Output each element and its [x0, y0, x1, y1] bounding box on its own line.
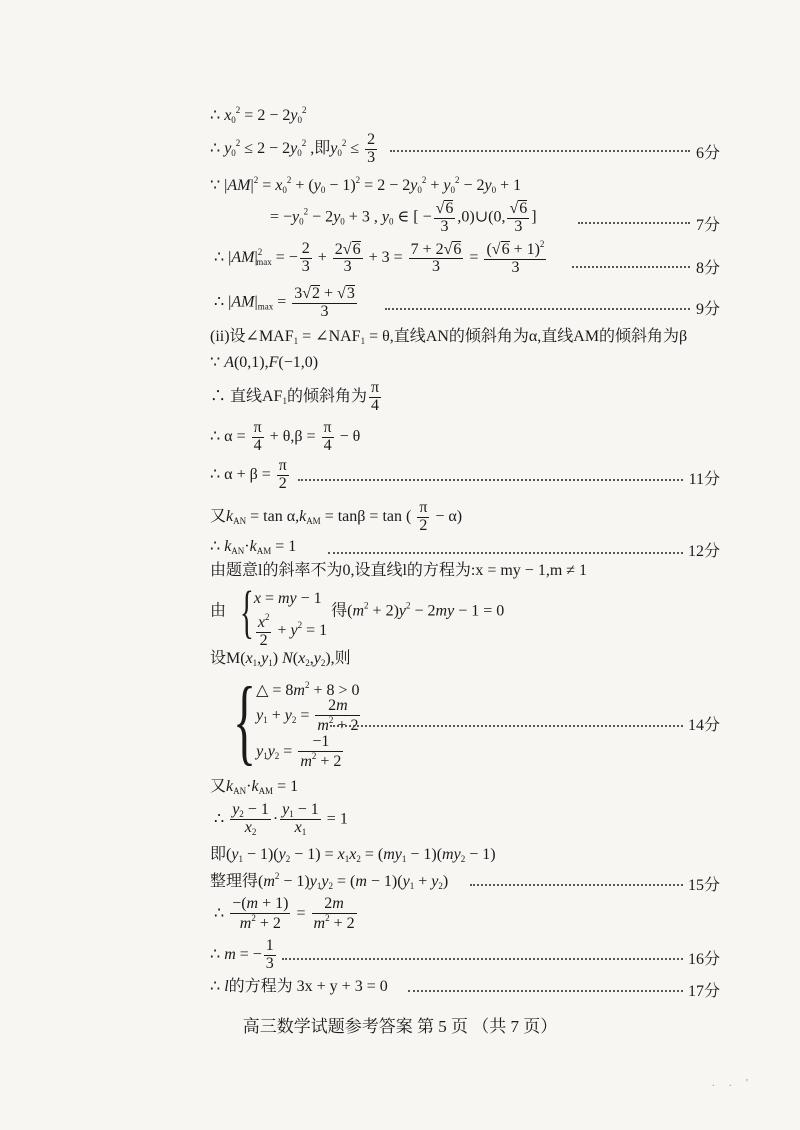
- dot-leader: [282, 958, 683, 960]
- line-5: ∴ $|AM|^2_{max}$ = − $\frac{2}{3}$ + $\frac{2√6}{3}$ + 3 = $\frac{7 + 2√6}{3}$ = $\frac{(√6 + 1)^2}{3}$: [214, 239, 545, 276]
- dot-leader: [408, 990, 683, 992]
- score-16: 16分: [687, 951, 720, 968]
- score-11: 11分: [688, 471, 720, 488]
- line-3: ∵ $|AM|^2 = x_0^2 + (y_0 - 1)^2 = 2 - 2y_0^2 + y_0^2 - 2y_0 + 1$: [210, 175, 522, 195]
- scan-speck: . . ': [712, 1078, 754, 1089]
- line-1: ∴ $x_0^2 = 2 - 2y_0^2$: [210, 105, 307, 125]
- line-8: ∵ A(0,1),F(−1,0): [210, 354, 319, 371]
- score-12: 12分: [687, 543, 720, 560]
- score-15: 15分: [687, 877, 720, 894]
- line-13: ∴ $k_{AN}\cdot k_{AM} = 1$: [210, 538, 297, 556]
- score-7: 7分: [695, 217, 720, 234]
- line-2: ∴ $y_0^2 \le 2 - 2y_0^2$ ,即$y_0^2$ ≤ $\frac{2}{3}$: [210, 131, 376, 166]
- line-20: 即$(y_1 - 1)(y_2 - 1) = x_1x_2 = (my_1 - 1)(my_2 - 1)$: [210, 846, 496, 864]
- line-6: ∴ $|AM|_{max}$ = $\frac{3√2 + √3}{3}$: [214, 285, 355, 320]
- dot-leader: [385, 308, 690, 310]
- line-21: 整理得$(m^2 - 1)y_1y_2 = (m - 1)(y_1 + y_2)$: [210, 871, 449, 891]
- line-15: 由 { x = my − 1 $\frac{x^2}{2}$ + $y^2 = 1$ 得$(m^2 + 2)y^2 - 2my - 1 = 0$: [210, 579, 505, 649]
- line-16: 设$M(x_1,y_1)$ $N(x_2,y_2)$,则: [210, 650, 351, 668]
- dot-leader: [330, 725, 683, 727]
- line-17: { △ = $8m^2 + 8 > 0$ $y_1 + y_2$ = $\frac{2m}{m^2 + 2}$ $y_1y_2$ = $\frac{-1}{m^2 + 2}$: [233, 667, 360, 774]
- line-19: ∴ $\frac{y_2 - 1}{x_2}$ · $\frac{y_1 - 1}{x_1}$ = 1: [214, 801, 348, 838]
- line-18: 又$k_{AN}\cdot k_{AM} = 1$: [210, 778, 299, 796]
- page-footer: 高三数学试题参考答案 第 5 页 （共 7 页）: [242, 1017, 558, 1036]
- line-11: ∴ α + β = $\frac{\pi}{2}$: [210, 457, 287, 492]
- score-14: 14分: [687, 717, 720, 734]
- score-9: 9分: [695, 301, 720, 318]
- score-8: 8分: [695, 260, 720, 277]
- line-14: 由题意l的斜率不为0,设直线l的方程为:x = my − 1,m ≠ 1: [210, 562, 588, 579]
- dot-leader: [328, 552, 683, 554]
- line-23: ∴ m = − $\frac{1}{3}$: [210, 937, 274, 972]
- dot-leader: [298, 479, 683, 481]
- line-4: = $-y_0^2 - 2y_0 + 3$ , $y_0$ ∈ [ − $\frac{√6}{3}$ ,0)∪(0, $\frac{√6}{3}$ ]: [270, 200, 537, 235]
- score-6: 6分: [695, 145, 720, 162]
- line-12: 又$k_{AN} = \tan \alpha,k_{AM} = \tan\beta = \tan$ ( $\frac{\pi}{2}$ − α): [210, 499, 463, 534]
- line-9: ∴ 直线$AF_1$的倾斜角为 $\frac{\pi}{4}$: [210, 379, 380, 414]
- line-7: (ii)设$\angle MAF_1$ = $\angle NAF_1 = \theta$,直线AN的倾斜角为α,直线AM的倾斜角为β: [210, 328, 688, 346]
- score-17: 17分: [687, 983, 720, 1000]
- dot-leader: [390, 150, 690, 152]
- line-24: ∴ l的方程为 3x + y + 3 = 0: [210, 978, 388, 995]
- line-22: ∴ $\frac{-(m + 1)}{m^2 + 2}$ = $\frac{2m}{m^2 + 2}$: [214, 895, 355, 932]
- line-10: ∴ α = $\frac{\pi}{4}$ + θ,β = $\frac{\pi}{4}$ − θ: [210, 419, 361, 454]
- dot-leader: [470, 884, 683, 886]
